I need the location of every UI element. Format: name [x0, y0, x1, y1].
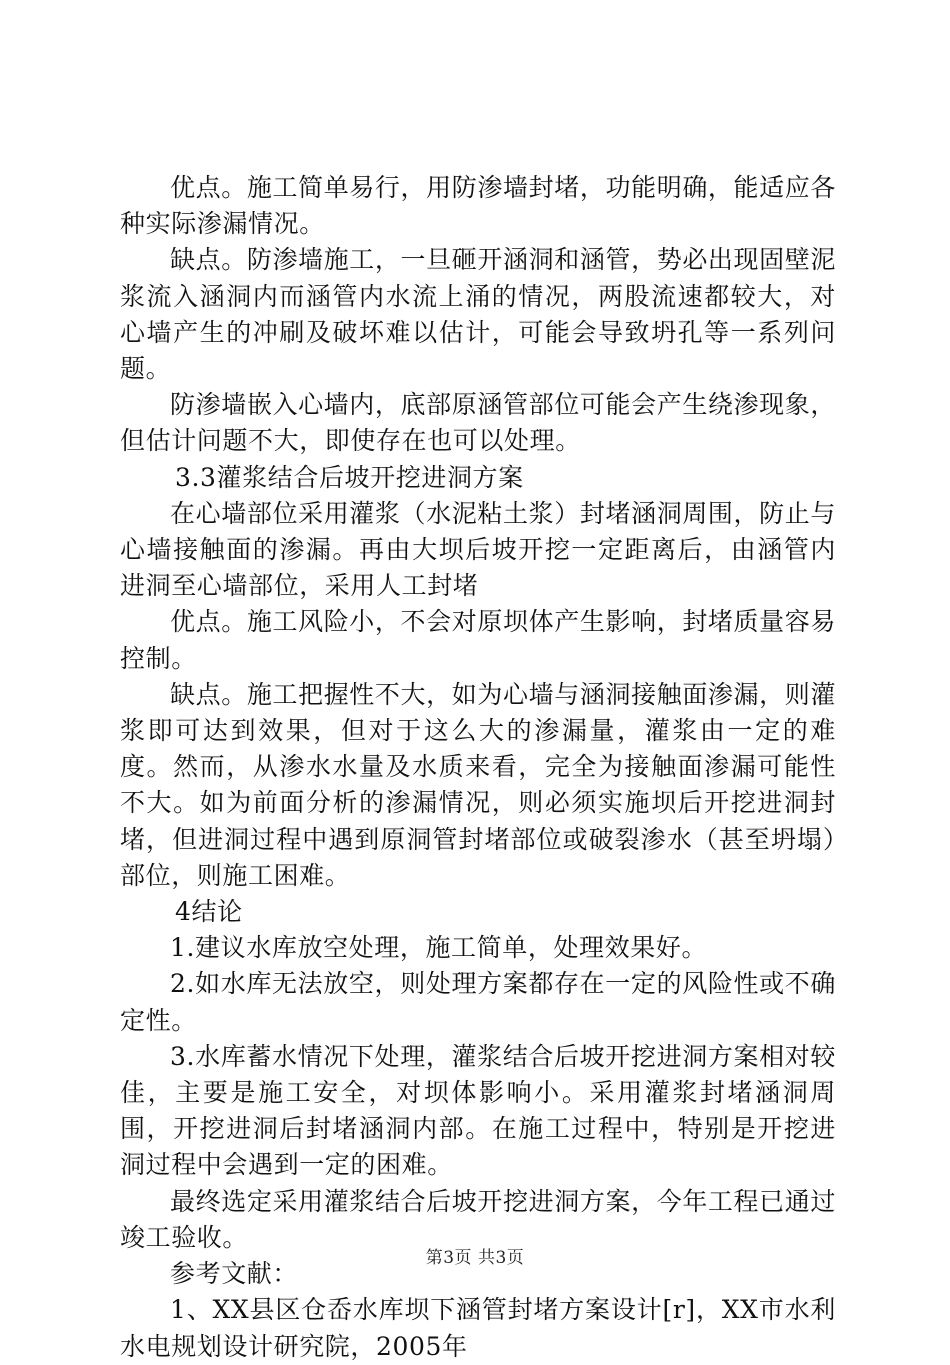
paragraph-advantages-grouting: 优点。施工风险小，不会对原坝体产生影响，封堵质量容易控制。	[120, 607, 836, 673]
section-heading-conclusion: 4结论	[175, 897, 243, 927]
page-footer: 第3页 共3页	[425, 1248, 525, 1268]
paragraph-wall-note: 防渗墙嵌入心墙内，底部原涵管部位可能会产生绕渗现象，但估计问题不大，即使存在也可以处理。	[120, 390, 836, 456]
conclusion-item-2: 2.如水库无法放空，则处理方案都存在一定的风险性或不确定性。	[120, 969, 836, 1035]
paragraph-disadvantages-wall: 缺点。防渗墙施工，一旦砸开涵洞和涵管，势必出现固壁泥浆流入涵洞内而涵管内水流上涌的情况，两股流速都较大，对心墙产生的冲刷及破坏难以估计，可能会导致坍孔等一系列问题。	[120, 245, 836, 384]
conclusion-item-1: 1.建议水库放空处理，施工简单，处理效果好。	[170, 933, 708, 963]
conclusion-item-3: 3.水库蓄水情况下处理，灌浆结合后坡开挖进洞方案相对较佳，主要是施工安全，对坝体影响小。采用灌浆封堵涵洞周围，开挖进洞后封堵涵洞内部。在施工过程中，特别是开挖进洞过程中会遇到一定的困难。	[120, 1041, 836, 1180]
paragraph-disadvantages-grouting: 缺点。施工把握性不大，如为心墙与涵洞接触面渗漏，则灌浆即可达到效果，但对于这么大的渗漏量，灌浆由一定的难度。然而，从渗水水量及水质来看，完全为接触面渗漏可能性不大。如为前面分析的渗漏情况，则必须实施坝后开挖进洞封堵，但进洞过程中遇到原洞管封堵部位或破裂渗水（甚至坍塌）部位，则施工困难。	[120, 679, 836, 890]
section-heading-3-3: 3.3灌浆结合后坡开挖进洞方案	[175, 462, 524, 492]
paragraph-grouting-plan: 在心墙部位采用灌浆（水泥粘土浆）封堵涵洞周围，防止与心墙接触面的渗漏。再由大坝后坡开挖一定距离后，由涵管内进洞至心墙部位，采用人工封堵	[120, 498, 836, 601]
document-body	[120, 170, 836, 1365]
paragraph-advantages-wall: 优点。施工简单易行，用防渗墙封堵，功能明确，能适应各种实际渗漏情况。	[120, 173, 836, 239]
reference-item-1: 1、XX县区仓岙水库坝下涵管封堵方案设计[r]，XX市水利水电规划设计研究院，2005年	[120, 1295, 836, 1361]
references-heading: 参考文献：	[170, 1259, 299, 1289]
paragraph-final-choice: 最终选定采用灌浆结合后坡开挖进洞方案，今年工程已通过竣工验收。	[120, 1186, 836, 1252]
